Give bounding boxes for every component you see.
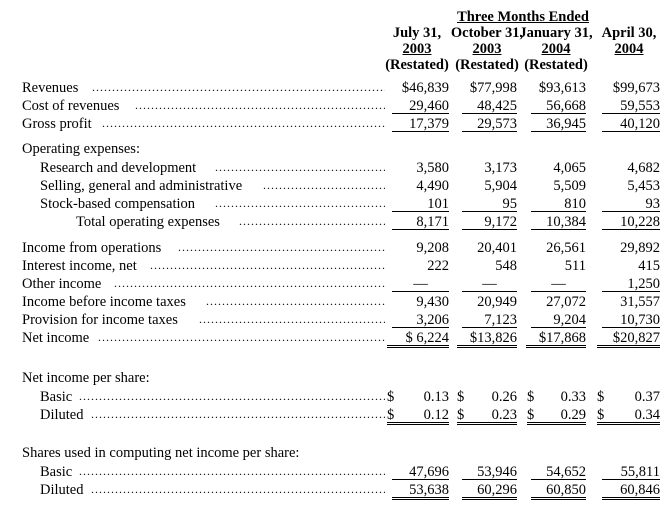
currency-sign: $ [457, 407, 465, 423]
row-other-income [22, 275, 662, 293]
value-cell: 9,172 [462, 213, 517, 230]
header-col-2-date: October 31, [450, 25, 524, 41]
row-interest-income [22, 257, 662, 275]
value-cell: 59,553 [602, 97, 660, 114]
value-cell: 56,668 [531, 97, 586, 114]
value-cell: $13,826 [457, 329, 517, 348]
value-cell: 10,730 [602, 311, 660, 328]
row-label: Basic [40, 464, 73, 480]
currency-sign: $ [527, 407, 535, 423]
value-text: 0.12 [423, 407, 449, 423]
header-col-3-date: January 31, [519, 25, 593, 41]
row-label: Stock-based compensation [40, 196, 196, 212]
value-cell: 810 [531, 195, 586, 212]
value-cell: 40,120 [602, 115, 660, 132]
value-cell: 48,425 [462, 97, 517, 114]
leader-dots [206, 293, 385, 311]
row-income-from-operations [22, 239, 662, 257]
value-cell: 54,652 [531, 463, 586, 480]
value-cell: 5,453 [627, 178, 660, 194]
value-cell: — [531, 275, 586, 292]
row-label: Diluted [40, 407, 84, 423]
value-cell: 9,204 [531, 311, 586, 328]
value-cell: $93,613 [538, 80, 586, 96]
currency-sign: $ [597, 389, 605, 405]
value-cell [387, 406, 449, 425]
leader-dots [150, 257, 385, 275]
leader-dots [98, 329, 385, 347]
value-cell: 93 [602, 195, 660, 212]
value-cell: 1,250 [602, 275, 660, 292]
row-label: Gross profit [22, 116, 92, 132]
section-shares-used: Shares used in computing net income per share: [22, 445, 300, 461]
value-cell: 26,561 [546, 240, 586, 256]
row-label: Income from operations [22, 240, 162, 256]
value-cell: 4,682 [627, 160, 660, 176]
row-total-operating-expenses [22, 213, 662, 231]
value-cell: 3,206 [392, 311, 449, 328]
currency-sign: $ [387, 389, 395, 405]
value-cell: 3,580 [416, 160, 449, 176]
value-text: 0.23 [491, 407, 517, 423]
value-cell: $17,868 [526, 329, 586, 348]
currency-sign: $ [457, 389, 465, 405]
row-label: Total operating expenses [76, 214, 220, 230]
leader-dots [79, 463, 385, 481]
leader-dots [178, 239, 385, 257]
row-label: Basic [40, 389, 73, 405]
value-cell [457, 388, 517, 406]
row-net-income [22, 329, 662, 347]
row-revenues [22, 79, 662, 97]
value-cell: 9,430 [416, 294, 449, 310]
header-col-1 [385, 25, 449, 73]
value-cell: 3,173 [484, 160, 517, 176]
value-cell [387, 388, 449, 406]
value-cell: 53,638 [392, 481, 449, 500]
row-label: Diluted [40, 482, 84, 498]
value-cell: $20,827 [597, 329, 660, 348]
row-research-development [22, 159, 662, 177]
value-cell: 5,509 [553, 178, 586, 194]
value-cell: 29,892 [620, 240, 660, 256]
header-col-2 [449, 25, 525, 73]
section-operating-expenses: Operating expenses: [22, 141, 140, 157]
value-cell: 60,846 [602, 481, 660, 500]
row-label: Provision for income taxes [22, 312, 178, 328]
value-cell: 36,945 [531, 115, 586, 132]
value-cell: 95 [462, 195, 517, 212]
row-label: Revenues [22, 80, 79, 96]
row-eps-basic [22, 388, 662, 406]
row-sga [22, 177, 662, 195]
currency-sign: $ [597, 407, 605, 423]
header-col-4 [597, 25, 661, 57]
value-cell: 415 [638, 258, 660, 274]
value-text: 0.29 [560, 407, 586, 423]
leader-dots [114, 275, 385, 293]
row-label: Net income [22, 330, 90, 346]
value-text: 0.13 [423, 389, 449, 405]
row-shares-basic [22, 463, 662, 481]
leader-dots [92, 79, 385, 97]
header-col-2-note: (Restated) [455, 57, 519, 73]
row-cost-of-revenues [22, 97, 662, 115]
value-cell: 29,460 [392, 97, 449, 114]
currency-sign: $ [387, 407, 395, 423]
value-cell: 101 [392, 195, 449, 212]
value-cell: 10,384 [531, 213, 586, 230]
value-cell: $46,839 [401, 80, 449, 96]
leader-dots [102, 115, 385, 133]
value-cell: 8,171 [392, 213, 449, 230]
value-text: 0.37 [634, 389, 660, 405]
value-cell: $ 6,224 [387, 329, 449, 348]
value-cell [457, 406, 517, 425]
value-cell: 222 [427, 258, 449, 274]
row-gross-profit [22, 115, 662, 133]
value-cell: — [392, 275, 449, 292]
value-cell: 7,123 [462, 311, 517, 328]
value-cell [597, 406, 660, 425]
value-cell: 31,557 [620, 294, 660, 310]
leader-dots [79, 388, 385, 406]
leader-dots [263, 177, 385, 195]
value-text: 0.26 [491, 389, 517, 405]
header-col-1-year: 2003 [402, 41, 432, 57]
header-col-4-year: 2004 [614, 41, 644, 57]
value-cell: 5,904 [484, 178, 517, 194]
value-cell [527, 406, 586, 425]
value-cell: 10,228 [602, 213, 660, 230]
header-col-1-note: (Restated) [385, 57, 449, 73]
currency-sign: $ [527, 389, 535, 405]
row-label: Selling, general and administrative [40, 178, 243, 194]
row-shares-diluted [22, 481, 662, 499]
value-cell: — [462, 275, 517, 292]
value-cell: 20,949 [477, 294, 517, 310]
section-net-income-per-share: Net income per share: [22, 370, 150, 386]
header-col-1-date: July 31, [392, 25, 442, 41]
value-cell: 27,072 [546, 294, 586, 310]
value-cell: 4,490 [416, 178, 449, 194]
row-label: Income before income taxes [22, 294, 186, 310]
leader-dots [135, 97, 385, 115]
leader-dots [215, 195, 385, 213]
value-cell: 29,573 [462, 115, 517, 132]
value-cell: $77,998 [469, 80, 517, 96]
value-text: 0.34 [634, 407, 660, 423]
value-cell: 511 [564, 258, 586, 274]
row-provision-taxes [22, 311, 662, 329]
value-cell: 60,850 [531, 481, 586, 500]
row-eps-diluted [22, 406, 662, 424]
row-label: Other income [22, 276, 102, 292]
value-text: 0.33 [560, 389, 586, 405]
value-cell: 55,811 [602, 463, 660, 480]
row-income-before-taxes [22, 293, 662, 311]
value-cell: 20,401 [477, 240, 517, 256]
value-cell: 548 [495, 258, 517, 274]
header-group-title: Three Months Ended [457, 9, 589, 25]
row-label: Research and development [40, 160, 197, 176]
header-col-4-date: April 30, [601, 25, 657, 41]
header-col-3-year: 2004 [541, 41, 571, 57]
value-cell: 53,946 [462, 463, 517, 480]
row-label: Cost of revenues [22, 98, 120, 114]
row-stock-compensation [22, 195, 662, 213]
leader-dots [91, 481, 385, 499]
header-col-2-year: 2003 [472, 41, 502, 57]
leader-dots [91, 406, 385, 424]
value-cell: 47,696 [392, 463, 449, 480]
value-cell: 60,296 [462, 481, 517, 500]
value-cell: 17,379 [392, 115, 449, 132]
header-col-3 [517, 25, 595, 73]
header-col-3-note: (Restated) [524, 57, 588, 73]
leader-dots [199, 311, 385, 329]
value-cell: 4,065 [553, 160, 586, 176]
value-cell [597, 388, 660, 406]
value-cell: $99,673 [612, 80, 660, 96]
leader-dots [215, 159, 385, 177]
value-cell [527, 388, 586, 406]
value-cell: 9,208 [416, 240, 449, 256]
row-label: Interest income, net [22, 258, 137, 274]
leader-dots [239, 213, 385, 231]
